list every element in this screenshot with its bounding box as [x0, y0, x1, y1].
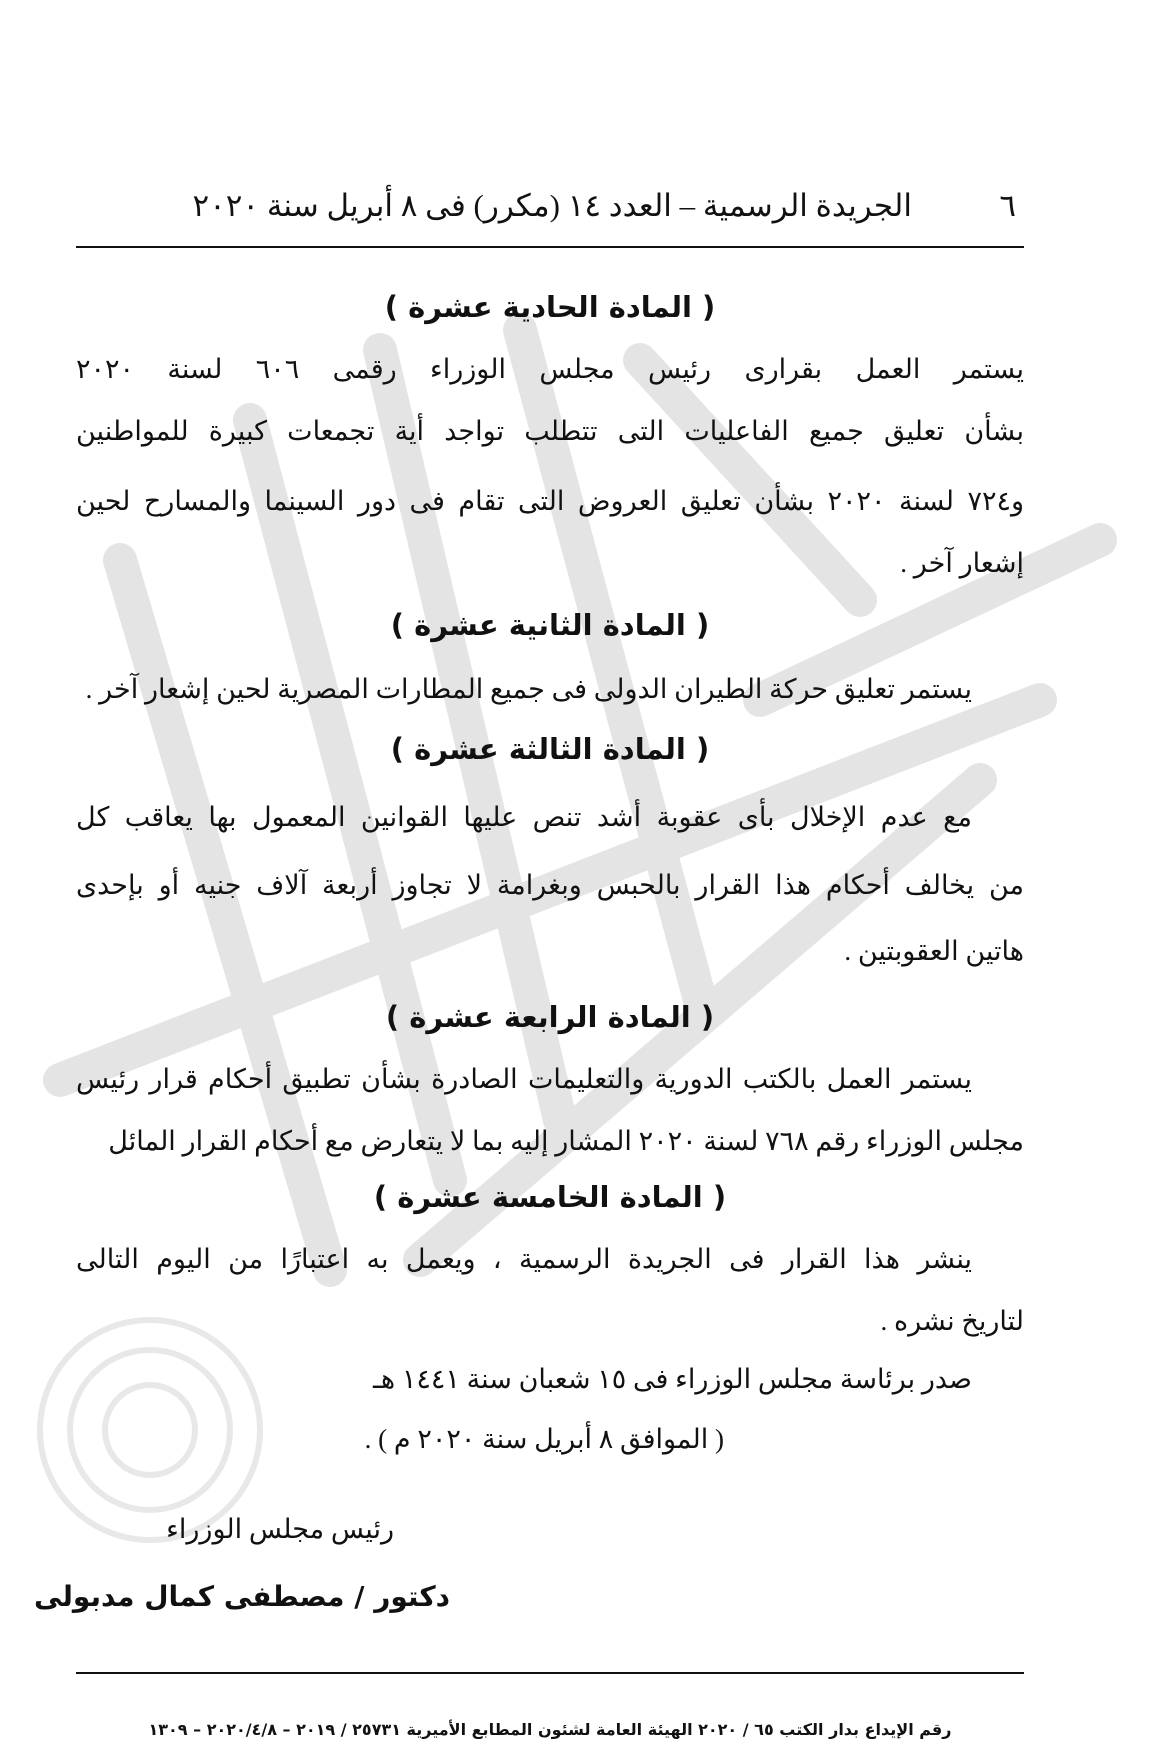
article-14-line-2: مجلس الوزراء رقم ٧٦٨ لسنة ٢٠٢٠ المشار إليه بما لا يتعارض مع أحكام القرار المائل — [108, 1126, 1024, 1156]
issued-line: صدر برئاسة مجلس الوزراء فى ١٥ شعبان سنة ١٤٤١ هـ — [372, 1364, 972, 1394]
article-11-line-4: إشعار آخر . — [900, 548, 1024, 578]
article-11-heading: ( المادة الحادية عشرة ) — [384, 290, 716, 324]
legal-deposit-footer: رقم الإيداع بدار الكتب ٦٥ / ٢٠٢٠ الهيئة العامة لشئون المطابع الأميرية ٢٥٧٣١ / ٢٠١٩ – ٢٠٢٠/٤/٨ – ١٣٠٩ — [148, 1720, 952, 1739]
article-15-line-1: ينشر هذا القرار فى الجريدة الرسمية ، ويعمل به اعتبارًا من اليوم التالى — [76, 1244, 972, 1274]
footer-divider — [76, 1672, 1024, 1674]
page-number: ٦ — [999, 188, 1016, 223]
article-11-line-3: و٧٢٤ لسنة ٢٠٢٠ بشأن تعليق العروض التى تقام فى دور السينما والمسارح لحين — [76, 486, 1024, 516]
article-13-line-1: مع عدم الإخلال بأى عقوبة أشد تنص عليها القوانين المعمول بها يعاقب كل — [76, 802, 972, 832]
article-13-heading: ( المادة الثالثة عشرة ) — [390, 732, 710, 766]
article-15-heading: ( المادة الخامسة عشرة ) — [373, 1180, 727, 1214]
gazette-title: الجريدة الرسمية – العدد ١٤ (مكرر) فى ٨ أبريل سنة ٢٠٢٠ — [192, 188, 912, 223]
signer-title: رئيس مجلس الوزراء — [166, 1514, 394, 1544]
article-15-line-2: لتاريخ نشره . — [880, 1306, 1024, 1336]
article-12-heading: ( المادة الثانية عشرة ) — [390, 608, 710, 642]
page-header — [76, 182, 1024, 232]
article-11-line-2: بشأن تعليق جميع الفاعليات التى تتطلب تواجد أية تجمعات كبيرة للمواطنين — [76, 416, 1024, 446]
signer-name-row — [34, 1574, 1024, 1620]
article-13-line-3: هاتين العقوبتين . — [844, 936, 1024, 966]
header-divider — [76, 246, 1024, 248]
article-11-line-1: يستمر العمل بقرارى رئيس مجلس الوزراء رقمى ٦٠٦ لسنة ٢٠٢٠ — [76, 354, 1025, 384]
article-14-line-1: يستمر العمل بالكتب الدورية والتعليمات الصادرة بشأن تطبيق أحكام قرار رئيس — [76, 1064, 972, 1094]
article-14-heading: ( المادة الرابعة عشرة ) — [385, 1000, 715, 1034]
signer-name: دكتور / مصطفى كمال مدبولى — [34, 1580, 450, 1613]
article-13-line-2: من يخالف أحكام هذا القرار بالحبس وبغرامة لا تجاوز أربعة آلاف جنيه أو بإحدى — [76, 870, 1024, 900]
corresponding-date: ( الموافق ٨ أبريل سنة ٢٠٢٠ م ) . — [364, 1424, 724, 1454]
article-12-line-1: يستمر تعليق حركة الطيران الدولى فى جميع المطارات المصرية لحين إشعار آخر . — [85, 674, 972, 704]
